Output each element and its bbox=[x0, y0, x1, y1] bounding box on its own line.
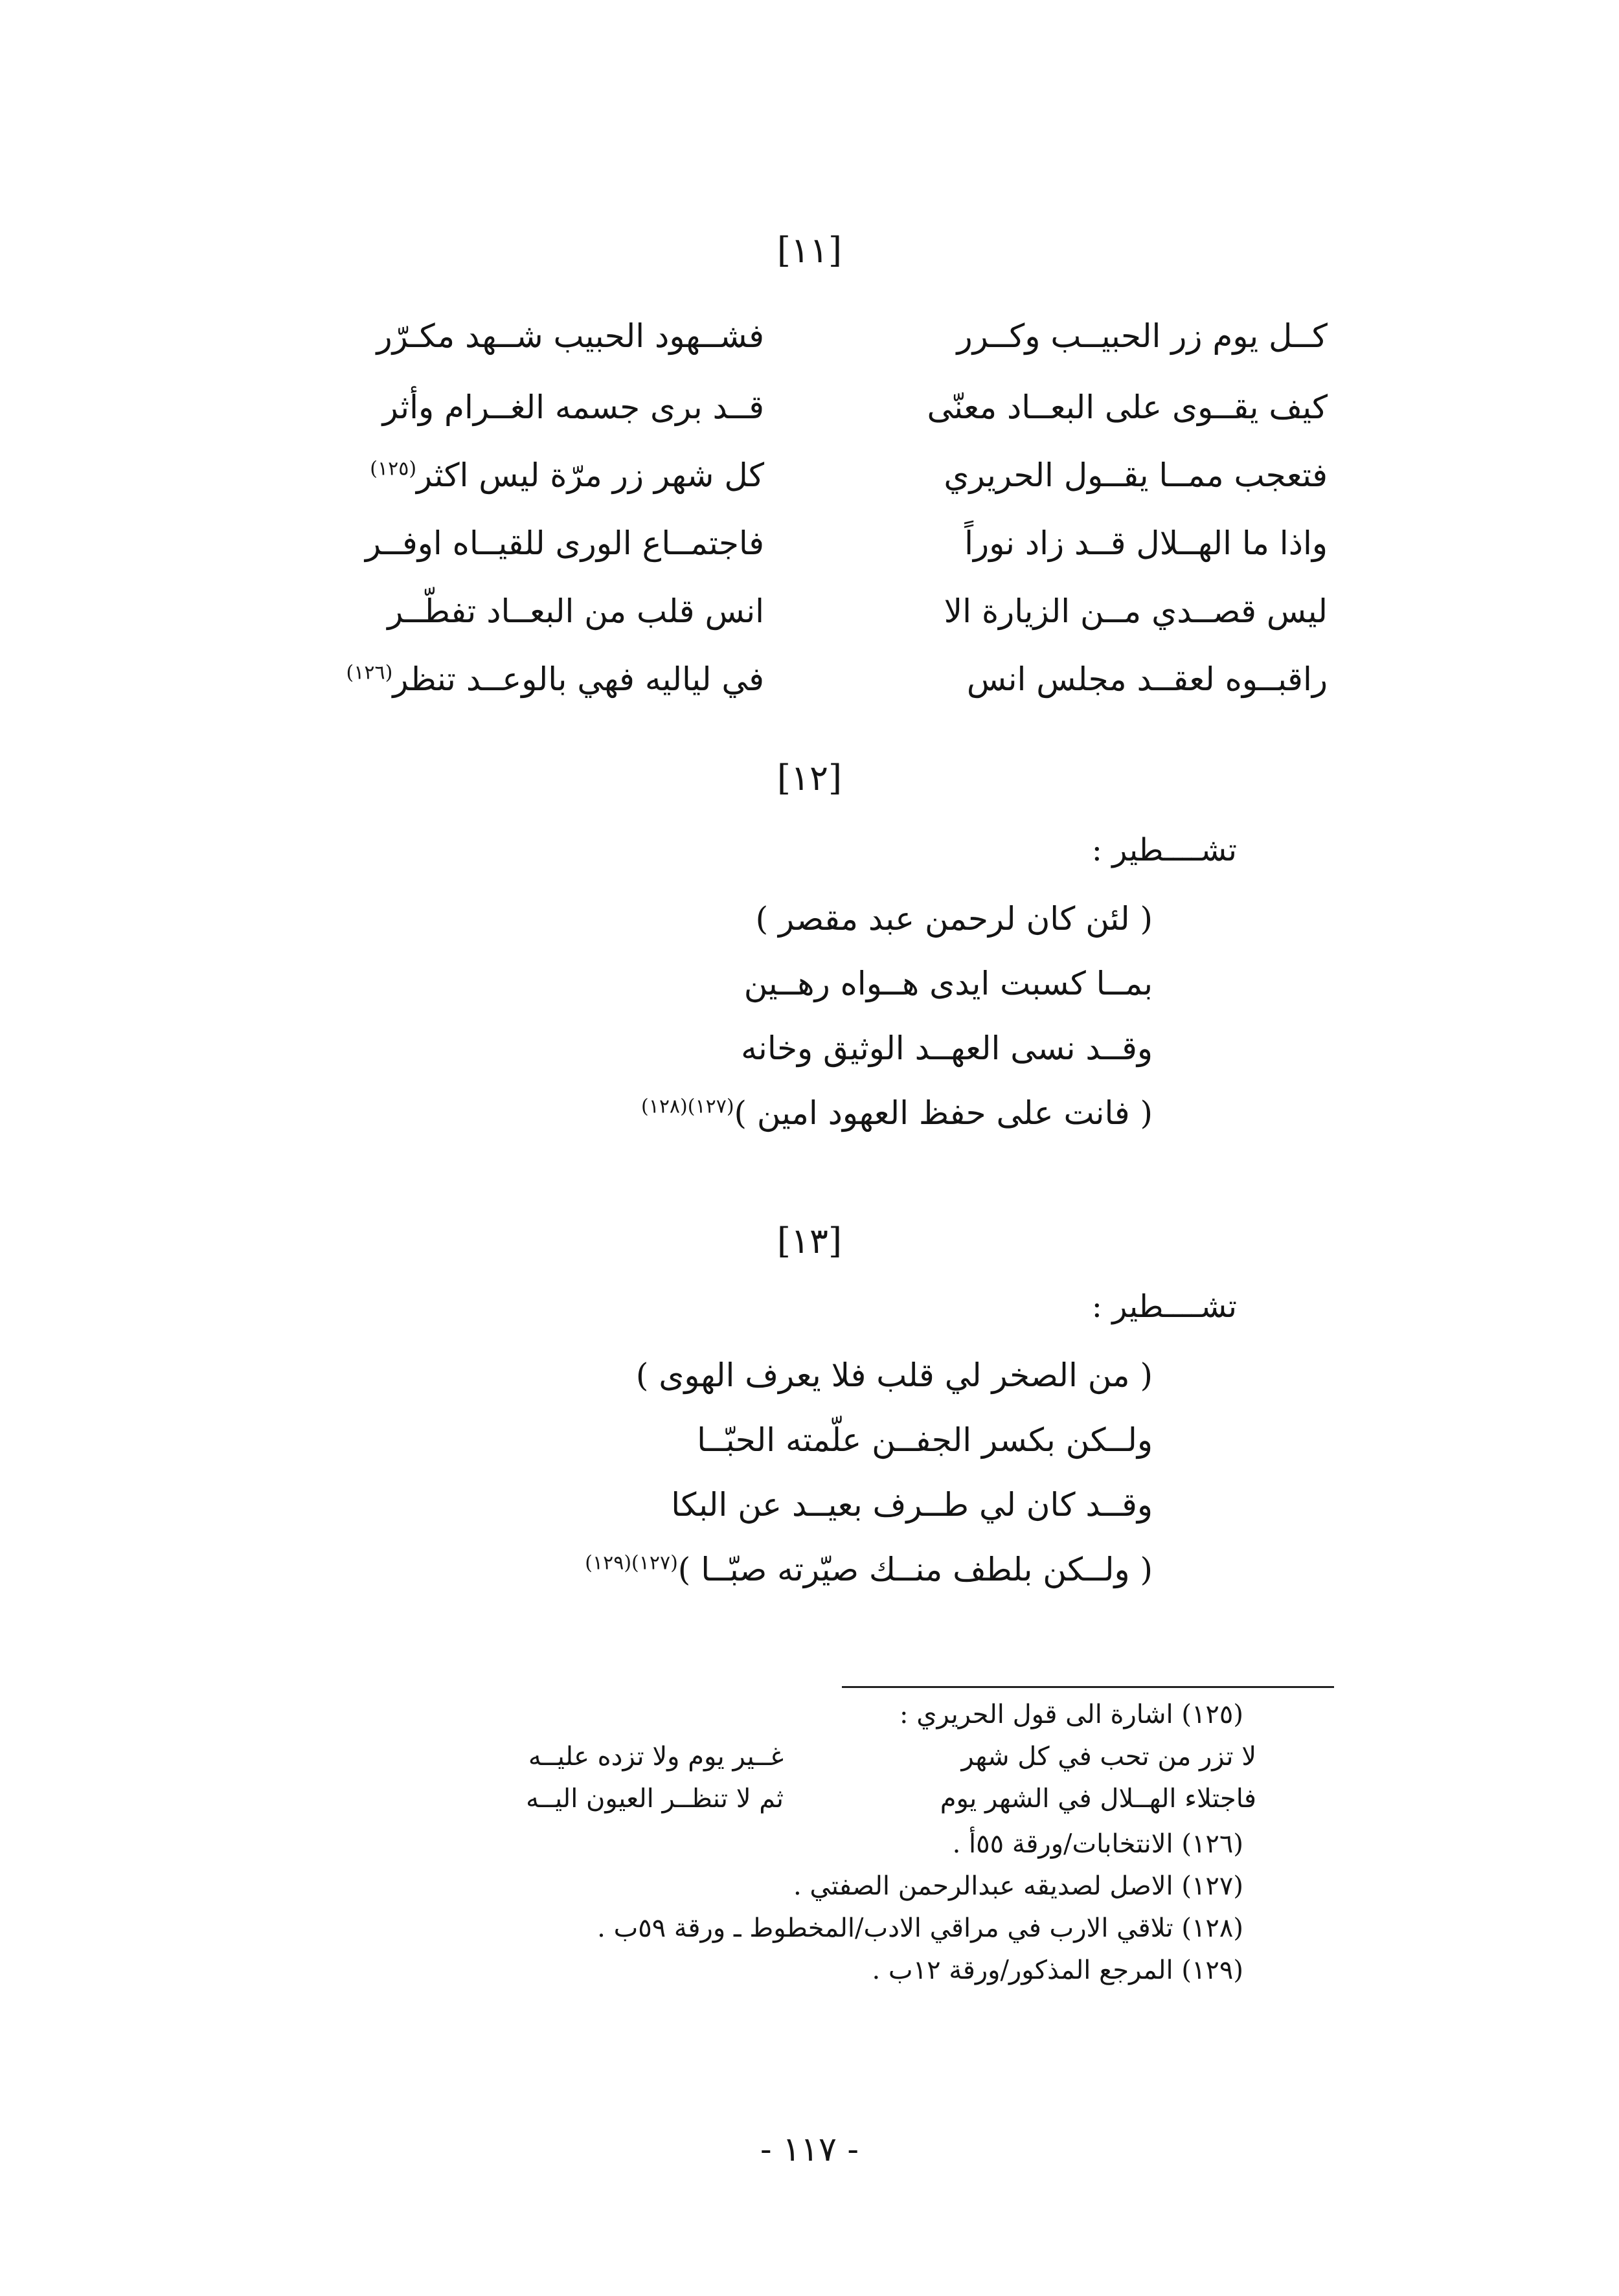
verse-line: ولــكن بكسر الجفــن علّمته الحبّــا bbox=[697, 1421, 1153, 1459]
footnote-quote-line bbox=[337, 1784, 1256, 1823]
quote-hemistich-left: غــير يوم ولا تزده عليــه bbox=[528, 1742, 784, 1772]
poem-row bbox=[259, 388, 1328, 448]
footnote-128: (١٢٨) تلاقي الارب في مراقي الادب/المخطوط ـ ورقة ٥٩ب . bbox=[597, 1913, 1243, 1943]
verse-line: ( من الصخر لي قلب فلا يعرف الهوى ) bbox=[635, 1356, 1153, 1394]
hemistich-right: واذا ما الهــلال قــد زاد نوراً bbox=[964, 524, 1328, 562]
poem-row bbox=[259, 456, 1328, 516]
footnote-126: (١٢٦) الانتخابات/ورقة ٥٥أ . bbox=[952, 1829, 1243, 1859]
tashtir-label: تشــــطير : bbox=[1091, 1289, 1237, 1325]
quote-hemistich-right: فاجتلاء الهــلال في الشهر يوم bbox=[940, 1784, 1256, 1814]
poem-row bbox=[259, 524, 1328, 584]
footnote-ref: (١٢٥) bbox=[370, 457, 417, 480]
verse-line: وقــد كان لي طــرف بعيــد عن البكا bbox=[671, 1486, 1153, 1524]
section-number-13: [١٣] bbox=[776, 1221, 843, 1261]
poem-row bbox=[259, 592, 1328, 652]
page-number: - ١١٧ - bbox=[760, 2130, 859, 2169]
footnote-ref: (١٢٦) bbox=[346, 661, 393, 684]
hemistich-right: راقبــوه لعقــد مجلس انس bbox=[966, 660, 1328, 698]
quote-hemistich-right: لا تزر من تحب في كل شهر bbox=[961, 1742, 1256, 1772]
hemistich-left: فاجتمــاع الورى للقيــاه اوفــر bbox=[365, 524, 764, 562]
footnote-129: (١٢٩) المرجع المذكور/ورقة ١٢ب . bbox=[872, 1955, 1243, 1985]
hemistich-left: في لياليه فهي بالوعــد تنظر$^{(١٢٦)}$ bbox=[346, 660, 764, 698]
hemistich-right: ليس قصــدي مــن الزيارة الا bbox=[944, 592, 1328, 630]
verse-line: ( لئن كان لرحمن عبد مقصر ) bbox=[755, 900, 1153, 938]
footnote-ref: (١٢٧)(١٢٨) bbox=[640, 1095, 734, 1118]
footnote-quote-line bbox=[337, 1742, 1256, 1781]
verse-line: ( ولــكن بلطف منــك صيّرته صبّــا )$^{(١٢٧)(١٢٩)}$ bbox=[585, 1551, 1153, 1588]
verse-line: وقــد نسى العهــد الوثيق وخانه bbox=[741, 1030, 1153, 1067]
poem-row bbox=[259, 660, 1328, 720]
footnote-125: (١٢٥) اشارة الى قول الحريري : bbox=[900, 1700, 1243, 1729]
quote-hemistich-left: ثم لا تنظــر العيون اليــه bbox=[526, 1784, 784, 1814]
footnote-divider bbox=[842, 1686, 1334, 1688]
tashtir-label: تشــــطير : bbox=[1091, 832, 1237, 868]
section-number-12: [١٢] bbox=[776, 758, 843, 798]
hemistich-right: فتعجب ممــا يقــول الحريري bbox=[944, 456, 1328, 494]
footnote-127: (١٢٧) الاصل لصديقه عبدالرحمن الصفتي . bbox=[793, 1871, 1243, 1901]
verse-line: ( فانت على حفظ العهود امين )$^{(١٢٧)(١٢٨)}$ bbox=[640, 1094, 1153, 1132]
verse-line: بمــا كسبت ايدى هــواه رهــين bbox=[743, 965, 1153, 1002]
hemistich-right: كــل يوم زر الحبيــب وكــرر bbox=[957, 317, 1328, 355]
footnote-ref: (١٢٧)(١٢٩) bbox=[585, 1551, 678, 1575]
section-number-11: [١١] bbox=[776, 230, 843, 271]
hemistich-right: كيف يقــوى على البعــاد معنّى bbox=[927, 388, 1328, 426]
hemistich-left: كل شهر زر مرّة ليس اكثر$^{(١٢٥)}$ bbox=[370, 456, 764, 494]
hemistich-left: فشــهود الحبيب شــهد مكـرّر bbox=[376, 317, 764, 355]
hemistich-left: انس قلب من البعــاد تفطّــر bbox=[387, 592, 764, 630]
hemistich-left: قــد برى جسمه الغــرام وأثر bbox=[382, 388, 764, 426]
poem-row bbox=[259, 317, 1328, 377]
